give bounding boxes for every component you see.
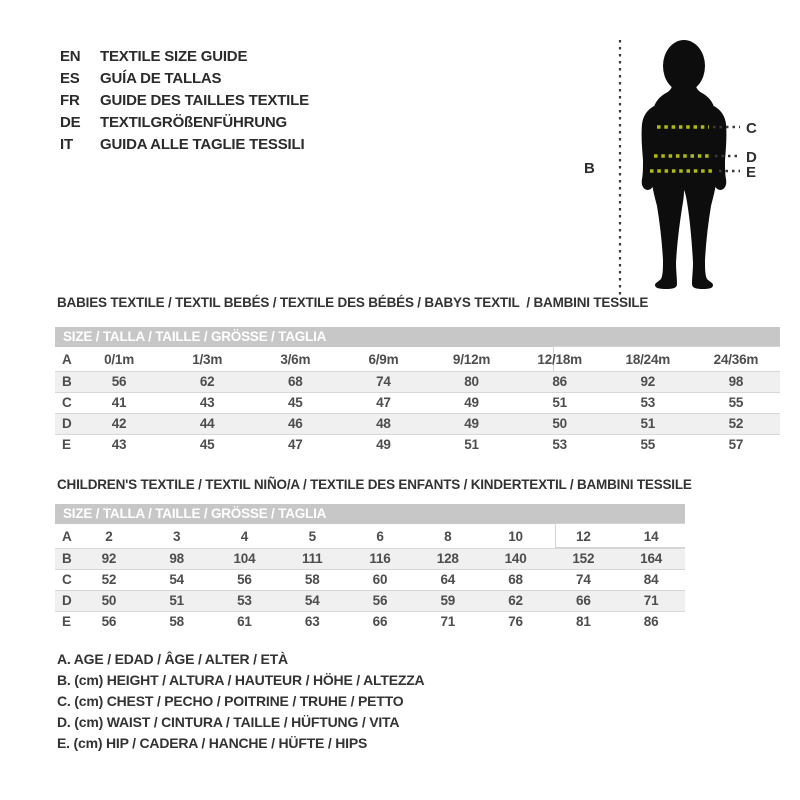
size-cell: 57 [728, 437, 744, 452]
row-cells [75, 591, 685, 611]
size-cell: 152 [572, 551, 595, 566]
size-cell: 1/3m [192, 352, 223, 367]
size-cell: 47 [376, 395, 391, 410]
size-cell: 14 [643, 529, 659, 544]
size-cell: 51 [640, 416, 656, 431]
size-cell: 12 [576, 529, 591, 544]
language-title: TEXTILGRÖßENFÜHRUNG [100, 114, 288, 131]
size-cell: 45 [288, 395, 303, 410]
size-cell: 86 [643, 614, 659, 629]
size-cell: 52 [728, 416, 744, 431]
size-cell: 52 [101, 572, 117, 587]
size-cell: 111 [302, 551, 323, 566]
table-row [55, 350, 780, 371]
language-code: DE [60, 114, 81, 131]
size-cell: 56 [237, 572, 252, 587]
table-row [55, 548, 685, 569]
legend-item: D. (cm) WAIST / CINTURA / TAILLE / HÜFTUNG / VITA [57, 714, 400, 730]
size-cell: 9/12m [452, 352, 491, 367]
label-hip-e: E [746, 164, 756, 181]
size-cell: 49 [464, 416, 479, 431]
table-row [55, 569, 685, 590]
row-label: E [62, 614, 71, 629]
language-row [60, 46, 309, 68]
row-label: E [62, 437, 71, 452]
size-cell: 74 [576, 572, 591, 587]
row-cells [75, 372, 780, 392]
size-cell: 43 [111, 437, 127, 452]
size-cell: 44 [199, 416, 215, 431]
size-cell: 68 [508, 572, 523, 587]
size-cell: 55 [728, 395, 744, 410]
size-cell: 66 [372, 614, 388, 629]
language-title: GUÍA DE TALLAS [100, 70, 222, 87]
size-cell: 71 [643, 593, 659, 608]
size-cell: 43 [199, 395, 215, 410]
size-cell: 92 [640, 374, 656, 389]
size-cell: 2 [105, 529, 113, 544]
size-cell: 53 [237, 593, 252, 608]
table-row [55, 371, 780, 392]
measurement-legend [57, 649, 424, 754]
size-cell: 54 [169, 572, 184, 587]
language-title: TEXTILE SIZE GUIDE [100, 48, 248, 65]
size-cell: 98 [728, 374, 744, 389]
size-cell: 56 [111, 374, 127, 389]
babies-table-rows [55, 350, 780, 455]
language-row [60, 134, 309, 156]
size-cell: 56 [372, 593, 388, 608]
babies-size-table [55, 327, 780, 455]
size-cell: 4 [240, 529, 249, 544]
babies-section-title: BABIES TEXTILE / TEXTIL BEBÉS / TEXTILE DES BÉBÉS / BABYS TEXTIL / BAMBINI TESSILE [57, 295, 649, 310]
size-cell: 51 [169, 593, 184, 608]
size-cell: 61 [237, 614, 252, 629]
table-row [55, 434, 780, 455]
children-size-header: SIZE / TALLA / TAILLE / GRÖSSE / TAGLIA [55, 504, 685, 524]
size-cell: 140 [504, 551, 527, 566]
children-section-title: CHILDREN'S TEXTILE / TEXTIL NIÑO/A / TEXTILE DES ENFANTS / KINDERTEXTIL / BAMBINI TESSILE [57, 477, 692, 492]
language-code: IT [60, 136, 73, 153]
language-title: GUIDE DES TAILLES TEXTILE [100, 92, 309, 109]
size-cell: 53 [552, 437, 567, 452]
label-chest-c: C [746, 120, 757, 137]
table-row [55, 527, 685, 548]
size-cell: 48 [376, 416, 391, 431]
label-height-b: B [584, 160, 595, 177]
size-cell: 6 [376, 529, 384, 544]
language-row [60, 68, 309, 90]
children-size-table [55, 504, 685, 632]
size-cell: 66 [576, 593, 591, 608]
size-cell: 92 [101, 551, 117, 566]
row-cells [75, 570, 685, 590]
size-cell: 62 [199, 374, 215, 389]
language-title-list [60, 46, 309, 156]
size-cell: 49 [464, 395, 479, 410]
size-cell: 80 [464, 374, 479, 389]
size-cell: 59 [440, 593, 456, 608]
row-label: A [62, 352, 72, 367]
language-code: ES [60, 70, 80, 87]
size-cell: 86 [552, 374, 567, 389]
table-row [55, 611, 685, 632]
size-cell: 58 [304, 572, 320, 587]
row-label: C [62, 572, 72, 587]
size-cell: 18/24m [625, 352, 671, 367]
babies-size-header: SIZE / TALLA / TAILLE / GRÖSSE / TAGLIA [55, 327, 780, 347]
table-row [55, 392, 780, 413]
size-cell: 71 [440, 614, 456, 629]
size-cell: 3/6m [280, 352, 311, 367]
legend-item: E. (cm) HIP / CADERA / HANCHE / HÜFTE / HIPS [57, 735, 368, 751]
language-row [60, 90, 309, 112]
size-cell: 56 [101, 614, 117, 629]
size-cell: 64 [440, 572, 456, 587]
row-label: C [62, 395, 72, 410]
size-cell: 10 [508, 529, 523, 544]
size-cell: 104 [233, 551, 256, 566]
size-cell: 116 [369, 551, 391, 566]
row-cells [75, 435, 780, 455]
table-row [55, 413, 780, 434]
table-row [55, 590, 685, 611]
row-cells [75, 527, 685, 547]
size-cell: 5 [308, 529, 316, 544]
size-cell: 8 [444, 529, 452, 544]
language-title: GUIDA ALLE TAGLIE TESSILI [100, 136, 305, 153]
size-cell: 24/36m [713, 352, 759, 367]
language-code: FR [60, 92, 80, 109]
child-silhouette-figure [570, 16, 800, 300]
size-cell: 74 [376, 374, 391, 389]
size-cell: 51 [552, 395, 567, 410]
size-cell: 12/18m [537, 352, 582, 367]
language-code: EN [60, 48, 81, 65]
size-cell: 60 [372, 572, 388, 587]
size-cell: 62 [508, 593, 523, 608]
size-cell: 164 [640, 551, 663, 566]
size-cell: 53 [640, 395, 656, 410]
size-cell: 0/1m [104, 352, 135, 367]
child-silhouette-svg [570, 16, 800, 300]
size-cell: 58 [169, 614, 184, 629]
row-label: A [62, 529, 72, 544]
size-cell: 46 [288, 416, 303, 431]
size-cell: 3 [173, 529, 181, 544]
size-cell: 84 [643, 572, 659, 587]
language-row [60, 112, 309, 134]
size-cell: 55 [640, 437, 656, 452]
size-cell: 63 [304, 614, 320, 629]
size-cell: 76 [508, 614, 523, 629]
legend-item: C. (cm) CHEST / PECHO / POITRINE / TRUHE / PETTO [57, 693, 404, 709]
row-label: D [62, 416, 72, 431]
size-cell: 47 [288, 437, 303, 452]
row-cells [75, 350, 780, 370]
size-cell: 45 [199, 437, 215, 452]
size-cell: 6/9m [368, 352, 399, 367]
row-cells [75, 612, 685, 632]
size-cell: 50 [552, 416, 567, 431]
legend-item: A. AGE / EDAD / ÂGE / ALTER / ETÀ [57, 651, 288, 667]
size-cell: 49 [376, 437, 391, 452]
size-cell: 41 [111, 395, 127, 410]
row-label: D [62, 593, 72, 608]
row-label: B [62, 374, 72, 389]
children-table-rows [55, 527, 685, 632]
size-cell: 42 [111, 416, 127, 431]
size-cell: 54 [304, 593, 320, 608]
row-cells [75, 549, 685, 569]
legend-item: B. (cm) HEIGHT / ALTURA / HAUTEUR / HÖHE / ALTEZZA [57, 672, 425, 688]
size-cell: 98 [169, 551, 184, 566]
row-cells [75, 414, 780, 434]
size-cell: 81 [576, 614, 591, 629]
child-silhouette [642, 40, 727, 289]
size-cell: 50 [101, 593, 117, 608]
size-cell: 51 [464, 437, 479, 452]
row-cells [75, 393, 780, 413]
size-cell: 68 [288, 374, 303, 389]
label-waist-d: D [746, 149, 757, 166]
size-cell: 128 [436, 551, 459, 566]
row-label: B [62, 551, 72, 566]
